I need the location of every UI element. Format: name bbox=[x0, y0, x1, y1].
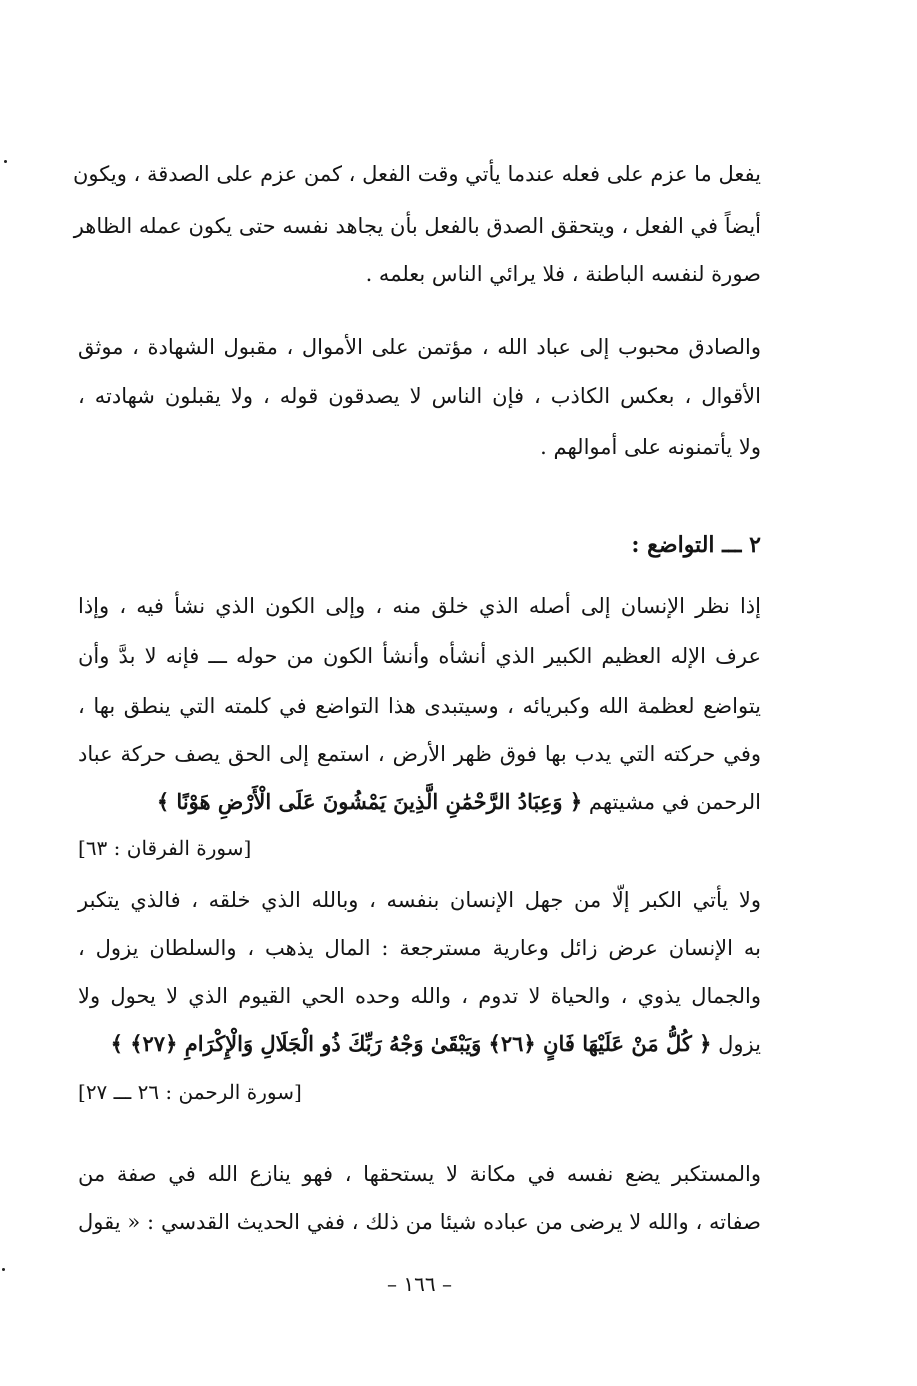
paragraph1-line-2: أيضاً في الفعل ، ويتحقق الصدق بالفعل بأن يجاهد نفسه حتى يكون عمله الظاهر bbox=[73, 214, 761, 238]
paragraph1-line-3: صورة لنفسه الباطنة ، فلا يرائي الناس بعلمه . bbox=[365, 262, 761, 286]
paragraph3-line-5 bbox=[78, 788, 761, 816]
section-heading: ٢ ـــ التواضع : bbox=[631, 532, 761, 558]
paragraph3-line-2: عرف الإله العظيم الكبير الذي أنشأه وأنشأ الكون من حوله ـــ فإنه لا بدَّ وأن bbox=[78, 644, 761, 668]
paragraph4-line-4 bbox=[78, 1030, 761, 1058]
paragraph2-line-2: الأقوال ، بعكس الكاذب ، فإن الناس لا يصدقون قوله ، ولا يقبلون شهادته ، bbox=[78, 384, 761, 408]
paragraph4-line-1: ولا يأتي الكبر إلّا من جهل الإنسان بنفسه ، وبالله الذي خلقه ، فالذي يتكبر bbox=[78, 888, 761, 912]
paragraph5-line-2: صفاته ، والله لا يرضى من عباده شيئا من ذلك ، ففي الحديث القدسي : « يقول bbox=[78, 1210, 761, 1234]
book-page bbox=[73, 0, 761, 1386]
scan-speck bbox=[2, 1268, 5, 1271]
paragraph4-line-2: به الإنسان عرض زائل وعارية مسترجعة : المال يذهب ، والسلطان يزول ، bbox=[78, 936, 761, 960]
page-number: – ١٦٦ – bbox=[387, 1272, 452, 1296]
quran-reference-furqan: [سورة الفرقان : ٦٣] bbox=[78, 836, 252, 860]
quran-verse-rahman: ﴿ كُلُّ مَنْ عَلَيْهَا فَانٍ ﴿٢٦﴾ وَيَبْقَىٰ وَجْهُ رَبِّكَ ذُو الْجَلَالِ وَالْإِكْرَامِ ﴿٢٧﴾ ﴾ bbox=[110, 1031, 712, 1056]
paragraph1-line-1: يفعل ما عزم على فعله عندما يأتي وقت الفعل ، كمن عزم على الصدقة ، ويكون bbox=[73, 162, 761, 186]
quran-verse-furqan: ﴿ وَعِبَادُ الرَّحْمَٰنِ الَّذِينَ يَمْشُونَ عَلَى الْأَرْضِ هَوْنًا ﴾ bbox=[156, 789, 583, 814]
scan-speck bbox=[4, 160, 7, 163]
paragraph3-last-prefix: الرحمن في مشيتهم bbox=[588, 790, 761, 814]
paragraph2-line-1: والصادق محبوب إلى عباد الله ، مؤتمن على الأموال ، مقبول الشهادة ، موثق bbox=[78, 335, 761, 359]
paragraph2-line-3: ولا يأتمنونه على أموالهم . bbox=[540, 435, 761, 459]
paragraph4-line-3: والجمال يذوي ، والحياة لا تدوم ، والله وحده الحي القيوم الذي لا يحول ولا bbox=[78, 984, 761, 1008]
quran-reference-rahman: [سورة الرحمن : ٢٦ ـــ ٢٧] bbox=[78, 1080, 302, 1104]
paragraph3-line-3: يتواضع لعظمة الله وكبريائه ، وسيتبدى هذا التواضع في كلمته التي ينطق بها ، bbox=[78, 694, 761, 718]
paragraph5-line-1: والمستكبر يضع نفسه في مكانة لا يستحقها ، فهو ينازع الله في صفة من bbox=[78, 1162, 761, 1186]
paragraph3-line-4: وفي حركته التي يدب بها فوق ظهر الأرض ، استمع إلى الحق يصف حركة عباد bbox=[78, 742, 761, 766]
paragraph3-line-1: إذا نظر الإنسان إلى أصله الذي خلق منه ، وإلى الكون الذي نشأ فيه ، وإذا bbox=[78, 594, 761, 618]
paragraph4-last-prefix: يزول bbox=[718, 1032, 761, 1056]
